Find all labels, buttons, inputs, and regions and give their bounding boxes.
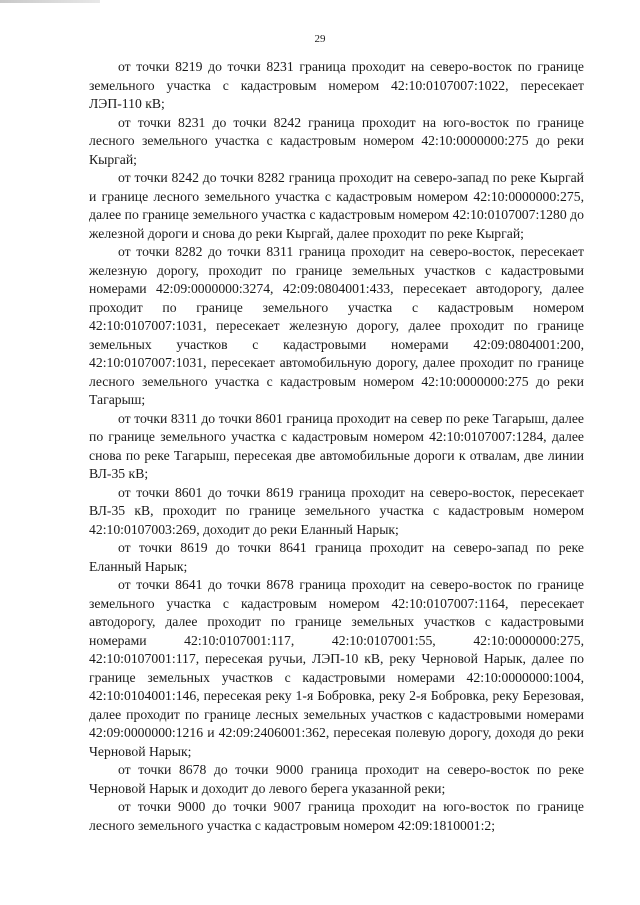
paragraph-3: от точки 8242 до точки 8282 граница проходит на северо-запад по реке Кыргай и границе лесного земельного участка с кадастровым номером 42:10:0000000:275, далее по границе земельного участка с кадастровым номером 42:10:0107007:1280 до железной дороги и снова до реки Кыргай, далее проходит по реке Кыргай;: [89, 170, 584, 241]
paragraph-10: от точки 9000 до точки 9007 граница проходит на юго-восток по границе лесного земельного участка с кадастровым номером 42:09:1810001:2;: [89, 799, 584, 833]
paragraph-6: от точки 8601 до точки 8619 граница проходит на северо-восток, пересекает ВЛ-35 кВ, проходит по границе земельного участка с кадастровым номером 42:10:0107003:269, доходит до реки Еланный Нарык;: [89, 484, 584, 537]
paragraph-4: от точки 8282 до точки 8311 граница проходит на северо-восток, пересекает железную дорогу, проходит по границе земельных участков с кадастровыми номерами 42:09:0000000:3274, 42:09:0804001:433, пересекает автодорогу, далее проходит по границе земельного участка с кадастровым номером 42:10:0107007:1031, пересекает железную дорогу, далее проходит по границе земельных участков с кадастровыми номерами 42:09:0804001:200, 42:10:0107007:1031, пересекает автомобильную дорогу, далее проходит по границе лесного земельного участка с кадастровым номером 42:10:0000000:275 до реки Тагарыш;: [89, 244, 584, 407]
paragraph-1: от точки 8219 до точки 8231 граница проходит на северо-восток по границе земельного участка с кадастровым номером 42:10:0107007:1022, пересекает ЛЭП-110 кВ;: [89, 59, 584, 111]
paragraph-5: от точки 8311 до точки 8601 граница проходит на север по реке Тагарыш, далее по границе земельного участка с кадастровым номером 42:10:0107007:1284, далее снова по реке Тагарыш, пересекая две автомобильные дороги к отвалам, две линии ВЛ-35 кВ;: [89, 410, 584, 481]
document-body: [89, 58, 584, 835]
paragraph-8: от точки 8641 до точки 8678 граница проходит на северо-восток по границе земельного участка с кадастровым номером 42:10:0107007:1164, пересекает автодорогу, далее проходит по границе земельных участков с кадастровыми номерами 42:10:0107001:117, 42:10:0107001:55, 42:10:0000000:275, 42:10:0107001:117, пересекая ручьи, ЛЭП-10 кВ, реку Черновой Нарык, далее по границе земельных участков с кадастровыми номерами 42:10:0000000:1004, 42:10:0104001:146, пересекая реку 1-я Бобровка, реку 2-я Бобровка, реку Березовая, далее проходит по границе лесных земельных участков с кадастровыми номерами 42:09:0000000:1216 и 42:09:2406001:362, пересекая полевую дорогу, доходя до реки Черновой Нарык;: [89, 577, 584, 759]
paragraph-7: от точки 8619 до точки 8641 граница проходит на северо-запад по реке Еланный Нарык;: [89, 540, 584, 574]
scan-edge-mark: [0, 0, 100, 3]
paragraph-9: от точки 8678 до точки 9000 граница проходит на северо-восток по реке Черновой Нарык и доходит до левого берега указанной реки;: [89, 762, 584, 796]
page-number: 29: [314, 33, 326, 45]
paragraph-2: от точки 8231 до точки 8242 граница проходит на юго-восток по границе лесного земельного участка с кадастровым номером 42:10:0000000:275 до реки Кыргай;: [89, 114, 584, 167]
